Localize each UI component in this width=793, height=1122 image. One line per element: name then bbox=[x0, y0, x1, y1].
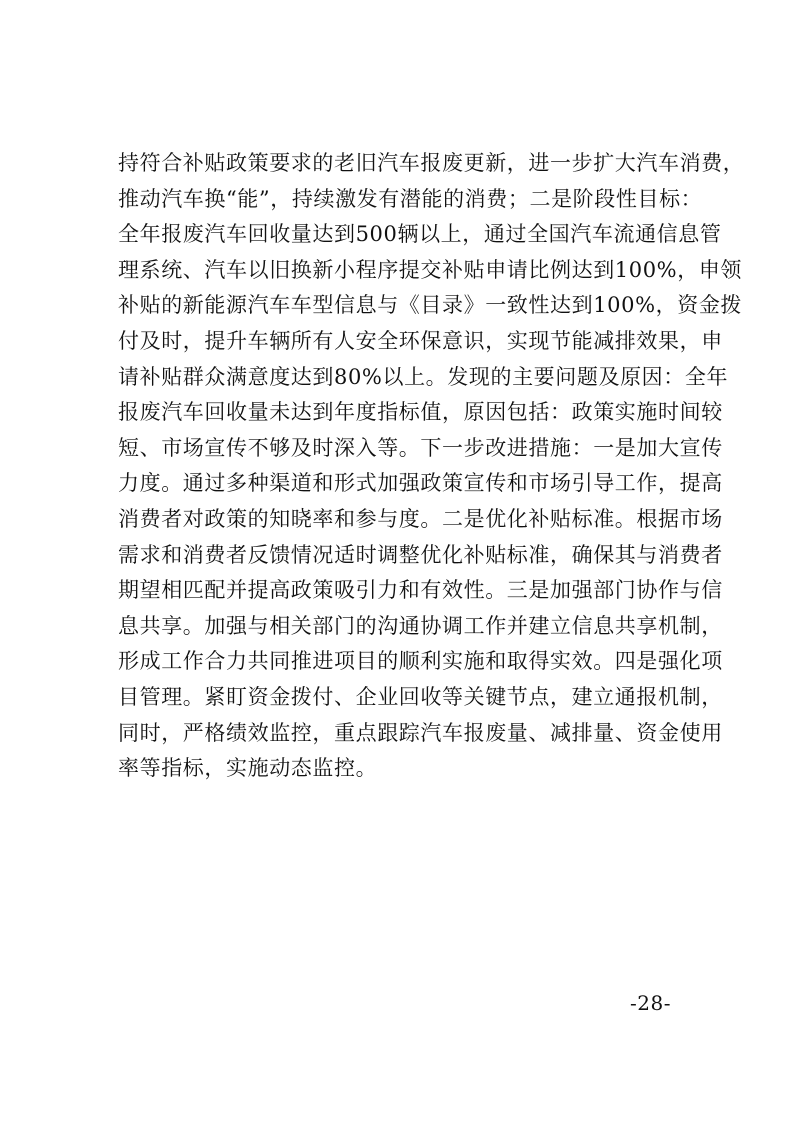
text-line: 息共享。加强与相关部门的沟通协调工作并建立信息共享机制， bbox=[118, 613, 723, 638]
text-line: 期望相匹配并提高政策吸引力和有效性。三是加强部门协作与信 bbox=[118, 578, 723, 603]
text-line: 形成工作合力共同推进项目的顺利实施和取得实效。四是强化项 bbox=[118, 649, 723, 674]
text-line: 推动汽车换“能”，持续激发有潜能的消费；二是阶段性目标： bbox=[118, 186, 703, 211]
text-line: 报废汽车回收量未达到年度指标值，原因包括：政策实施时间较 bbox=[118, 400, 723, 425]
text-line: 需求和消费者反馈情况适时调整优化补贴标准，确保其与消费者 bbox=[118, 542, 723, 567]
text-line: 全年报废汽车回收量达到500辆以上，通过全国汽车流通信息管 bbox=[118, 222, 722, 247]
text-line: 同时，严格绩效监控，重点跟踪汽车报废量、减排量、资金使用 bbox=[118, 720, 723, 745]
page-number: -28- bbox=[630, 991, 671, 1015]
text-line: 力度。通过多种渠道和形式加强政策宣传和市场引导工作，提高 bbox=[118, 471, 723, 496]
text-line: 请补贴群众满意度达到80%以上。发现的主要问题及原因：全年 bbox=[118, 364, 729, 389]
text-line: 消费者对政策的知晓率和参与度。二是优化补贴标准。根据市场 bbox=[118, 506, 723, 531]
text-line: 付及时，提升车辆所有人安全环保意识，实现节能减排效果，申 bbox=[118, 328, 723, 353]
text-line: 短、市场宣传不够及时深入等。下一步改进措施：一是加大宣传 bbox=[118, 435, 723, 460]
body-paragraph bbox=[118, 146, 745, 787]
text-line: 理系统、汽车以旧换新小程序提交补贴申请比例达到100%，申领 bbox=[118, 257, 743, 282]
text-line: 率等指标，实施动态监控。 bbox=[118, 756, 378, 781]
text-line: 持符合补贴政策要求的老旧汽车报废更新，进一步扩大汽车消费， bbox=[118, 151, 745, 175]
text-line: 补贴的新能源汽车车型信息与《目录》一致性达到100%，资金拨 bbox=[118, 293, 743, 318]
text-line: 目管理。紧盯资金拨付、企业回收等关键节点，建立通报机制， bbox=[118, 684, 723, 709]
